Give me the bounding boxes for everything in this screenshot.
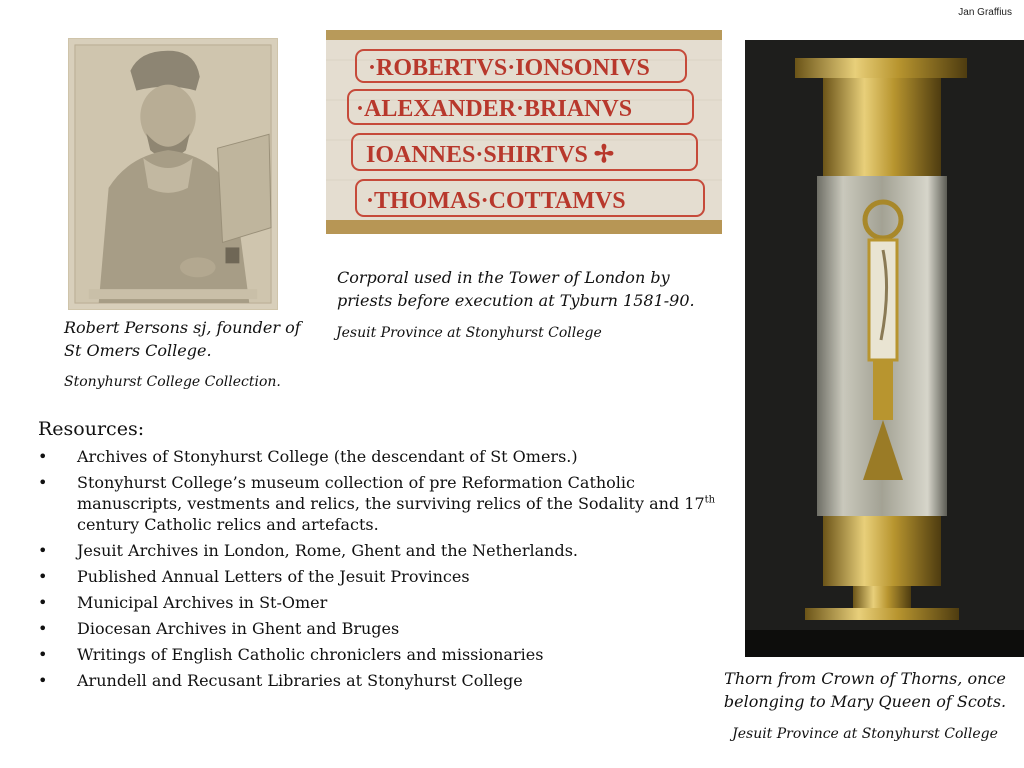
resources-list [38,446,728,696]
portrait-image [68,38,278,310]
list-item: • Stonyhurst College’s museum collection of pre Reformation Catholic manuscripts, vestments and relics, the surviving relics of the Sodality and 17th century Catholic relics and artefacts. [38,473,716,534]
list-item: • Arundell and Recusant Libraries at Stonyhurst College [38,671,523,690]
list-item: • Writings of English Catholic chroniclers and missionaries [38,645,544,664]
reliquary-image [745,40,1024,657]
portrait-credit: Stonyhurst College Collection. [64,374,281,390]
list-item: • Published Annual Letters of the Jesuit Provinces [38,567,470,586]
portrait-caption: Robert Persons sj, founder of St Omers College. [64,318,301,360]
corporal-credit: Jesuit Province at Stonyhurst College [336,325,602,341]
list-item: • Diocesan Archives in Ghent and Bruges [38,619,400,638]
corporal-name-3: IOANNES·SHIRTVS ✢ [366,142,615,168]
corporal-caption: Corporal used in the Tower of London by priests before execution at Tyburn 1581-90. [337,268,695,310]
reliquary-caption: Thorn from Crown of Thorns, once belonging to Mary Queen of Scots. [723,669,1007,711]
reliquary-credit: Jesuit Province at Stonyhurst College [732,726,998,742]
corporal-image [326,30,722,234]
list-item: • Municipal Archives in St-Omer [38,593,328,612]
corporal-name-4: ·THOMAS·COTTAMVS [366,188,626,214]
corporal-name-2: ·ALEXANDER·BRIANVS [356,96,633,122]
resources-heading: Resources: [38,418,145,440]
corporal-name-1: ·ROBERTVS·IONSONIVS [368,55,650,81]
list-item: • Archives of Stonyhurst College (the descendant of St Omers.) [38,447,578,466]
list-item: • Jesuit Archives in London, Rome, Ghent and the Netherlands. [38,541,578,560]
author-name: Jan Graffius [958,7,1012,18]
